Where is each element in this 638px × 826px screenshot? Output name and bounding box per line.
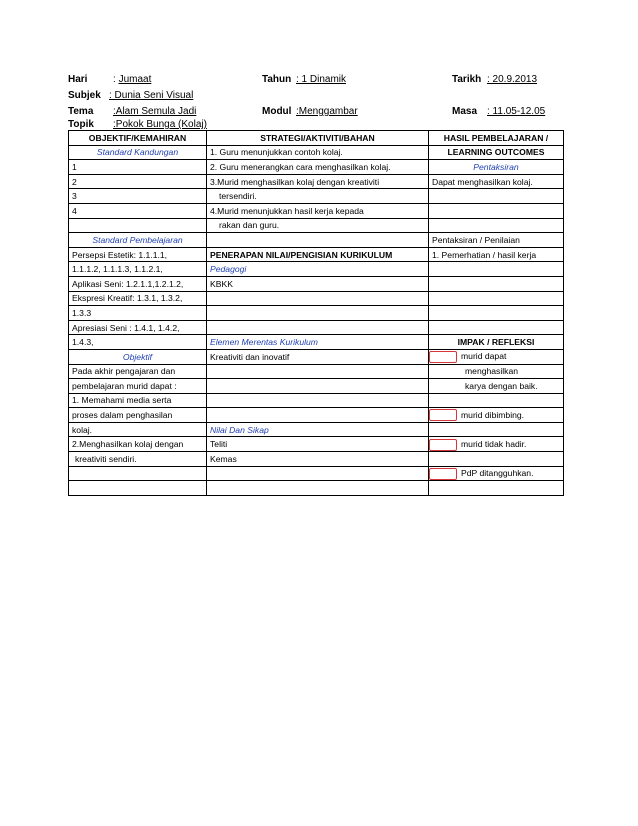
standard-kandungan-heading: Standard Kandungan <box>69 145 207 160</box>
table-cell: 1.3.3 <box>69 306 207 321</box>
penerapan-nilai-heading: PENERAPAN NILAI/PENGISIAN KURIKULUM <box>207 247 429 262</box>
table-cell <box>429 393 564 408</box>
table-cell <box>429 452 564 467</box>
table-row <box>69 481 564 496</box>
table-header-row <box>69 131 564 146</box>
lesson-plan-table <box>68 130 564 496</box>
reflection-checkbox-2[interactable] <box>429 409 457 421</box>
table-cell <box>429 422 564 437</box>
hari-value-wrap: : Jumaat <box>113 74 152 85</box>
table-cell: Kemas <box>207 452 429 467</box>
tarikh-label: Tarikh <box>452 74 482 85</box>
masa-label: Masa <box>452 106 478 117</box>
table-row <box>69 393 564 408</box>
reflection-option-4 <box>429 466 564 481</box>
table-row <box>69 203 564 218</box>
table-row <box>69 291 564 306</box>
table-cell: 1.1.1.2, 1.1.1.3, 1.1.2.1, <box>69 262 207 277</box>
reflection-option-2 <box>429 408 564 423</box>
table-cell <box>69 218 207 233</box>
table-cell <box>207 466 429 481</box>
reflection-text: murid tidak hadir. <box>461 438 527 449</box>
table-cell <box>207 320 429 335</box>
table-row <box>69 306 564 321</box>
topik-label: Topik <box>68 119 94 130</box>
table-cell <box>429 203 564 218</box>
table-cell <box>207 408 429 423</box>
table-row <box>69 437 564 452</box>
table-cell: 1.4.3, <box>69 335 207 350</box>
impak-refleksi-heading: IMPAK / REFLEKSI <box>429 335 564 350</box>
table-row <box>69 233 564 248</box>
table-row <box>69 408 564 423</box>
table-row <box>69 174 564 189</box>
elemen-merentas-heading: Elemen Merentas Kurikulum <box>207 335 429 350</box>
table-cell: 3.Murid menghasilkan kolaj dengan kreativiti <box>207 174 429 189</box>
table-cell: 4.Murid menunjukkan hasil kerja kepada <box>207 203 429 218</box>
table-cell: proses dalam penghasilan <box>69 408 207 423</box>
table-cell: rakan dan guru. <box>207 218 429 233</box>
hari-label: Hari <box>68 74 88 85</box>
table-row <box>69 452 564 467</box>
table-cell: KBKK <box>207 276 429 291</box>
reflection-checkbox-1[interactable] <box>429 351 457 363</box>
table-cell <box>207 393 429 408</box>
table-cell: kreativiti sendiri. <box>69 452 207 467</box>
table-cell: karya dengan baik. <box>429 379 564 394</box>
nilai-dan-sikap-heading: Nilai Dan Sikap <box>207 422 429 437</box>
table-cell: 4 <box>69 203 207 218</box>
table-cell <box>429 306 564 321</box>
table-row <box>69 145 564 160</box>
table-cell <box>207 481 429 496</box>
table-cell <box>69 481 207 496</box>
table-cell <box>429 320 564 335</box>
tarikh-value: : 20.9.2013 <box>487 74 538 85</box>
table-row <box>69 262 564 277</box>
table-row <box>69 247 564 262</box>
table-cell <box>207 233 429 248</box>
table-cell: 2. Guru menerangkan cara menghasilkan kolaj. <box>207 160 429 175</box>
subjek-value: : Dunia Seni Visual <box>109 90 194 101</box>
table-row <box>69 335 564 350</box>
table-row <box>69 218 564 233</box>
table-cell: 1. Pemerhatian / hasil kerja <box>429 247 564 262</box>
table-row <box>69 276 564 291</box>
table-cell: 2 <box>69 174 207 189</box>
table-row <box>69 466 564 481</box>
hari-value: Jumaat <box>118 74 152 85</box>
table-cell: Kreativiti dan inovatif <box>207 349 429 364</box>
table-cell: Ekspresi Kreatif: 1.3.1, 1.3.2, <box>69 291 207 306</box>
table-row <box>69 160 564 175</box>
table-cell <box>429 291 564 306</box>
table-cell: Aplikasi Seni: 1.2.1.1,1.2.1.2, <box>69 276 207 291</box>
col-header-hasil: HASIL PEMBELAJARAN / <box>429 131 564 146</box>
table-cell: Apresiasi Seni : 1.4.1, 1.4.2, <box>69 320 207 335</box>
table-cell <box>207 364 429 379</box>
table-cell: Pentaksiran / Penilaian <box>429 233 564 248</box>
table-row <box>69 320 564 335</box>
reflection-option-3 <box>429 437 564 452</box>
reflection-text: PdP ditangguhkan. <box>461 468 534 479</box>
table-cell: 2.Menghasilkan kolaj dengan <box>69 437 207 452</box>
table-cell: 3 <box>69 189 207 204</box>
table-cell <box>69 466 207 481</box>
table-cell: 1. Memahami media serta <box>69 393 207 408</box>
table-cell: Persepsi Estetik: 1.1.1.1, <box>69 247 207 262</box>
table-cell: Teliti <box>207 437 429 452</box>
standard-pembelajaran-heading: Standard Pembelajaran <box>69 233 207 248</box>
table-cell <box>207 306 429 321</box>
table-cell <box>207 379 429 394</box>
table-cell: pembelajaran murid dapat : <box>69 379 207 394</box>
modul-label: Modul <box>262 106 292 117</box>
table-row <box>69 379 564 394</box>
reflection-checkbox-3[interactable] <box>429 439 457 451</box>
learning-outcomes-heading: LEARNING OUTCOMES <box>429 145 564 160</box>
table-cell: kolaj. <box>69 422 207 437</box>
table-cell <box>207 291 429 306</box>
modul-value: :Menggambar <box>296 106 358 117</box>
table-cell: 1. Guru menunjukkan contoh kolaj. <box>207 145 429 160</box>
col-header-strategi: STRATEGI/AKTIVITI/BAHAN <box>207 131 429 146</box>
table-cell <box>429 262 564 277</box>
subjek-label: Subjek <box>68 90 101 101</box>
header-row-1 <box>68 74 87 86</box>
table-cell: 1 <box>69 160 207 175</box>
objektif-heading: Objektif <box>69 349 207 364</box>
tahun-label: Tahun <box>262 74 292 85</box>
reflection-text: murid dapat <box>461 351 507 362</box>
masa-value: : 11.05-12.05 <box>487 106 546 117</box>
table-cell: menghasilkan <box>429 364 564 379</box>
topik-value: :Pokok Bunga (Kolaj) <box>113 119 207 130</box>
table-cell <box>429 218 564 233</box>
table-row <box>69 364 564 379</box>
reflection-checkbox-4[interactable] <box>429 468 457 480</box>
reflection-text: murid dibimbing. <box>461 409 525 420</box>
table-row <box>69 422 564 437</box>
pentaksiran-heading: Pentaksiran <box>429 160 564 175</box>
tahun-value: : 1 Dinamik <box>296 74 347 85</box>
table-cell: Dapat menghasilkan kolaj. <box>429 174 564 189</box>
table-cell: Pada akhir pengajaran dan <box>69 364 207 379</box>
table-row <box>69 189 564 204</box>
table-cell: tersendiri. <box>207 189 429 204</box>
tema-label: Tema <box>68 106 94 117</box>
table-cell <box>429 481 564 496</box>
reflection-option-1 <box>429 349 564 364</box>
pedagogi-heading: Pedagogi <box>207 262 429 277</box>
table-cell <box>429 189 564 204</box>
col-header-objektif: OBJEKTIF/KEMAHIRAN <box>69 131 207 146</box>
table-cell <box>429 276 564 291</box>
table-row <box>69 349 564 364</box>
tema-value: :Alam Semula Jadi <box>113 106 197 117</box>
